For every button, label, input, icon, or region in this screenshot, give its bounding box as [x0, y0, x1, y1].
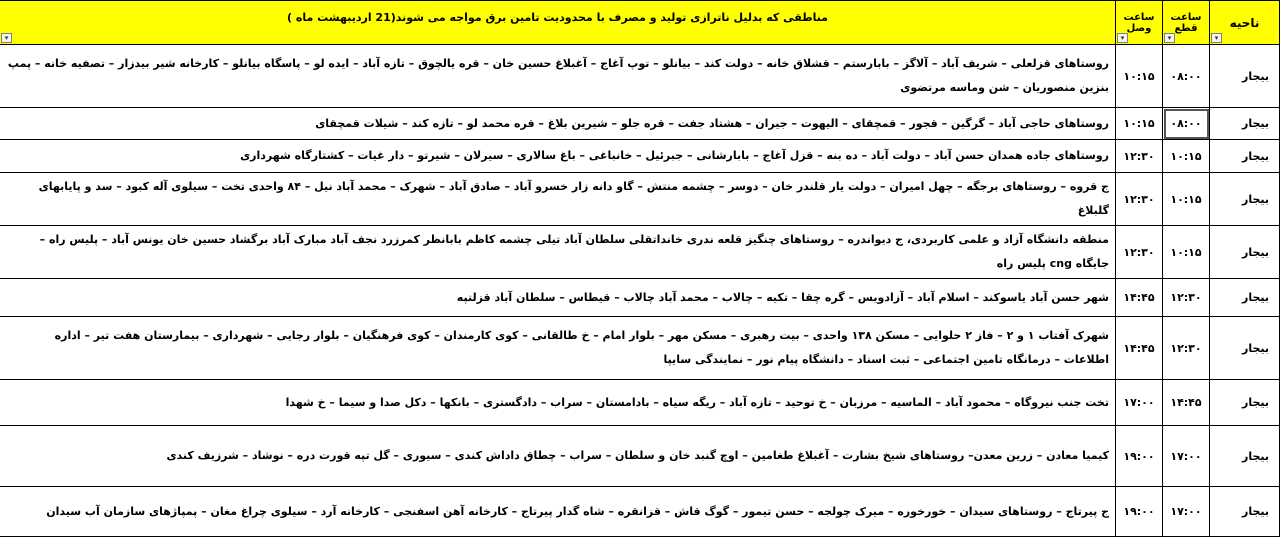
- cut-time-cell[interactable]: ۱۰:۱۵: [1163, 173, 1210, 226]
- connect-time-cell[interactable]: ۱۹:۰۰: [1116, 426, 1163, 487]
- cut-time-cell[interactable]: ۱۷:۰۰: [1163, 426, 1210, 487]
- regions-cell[interactable]: روستاهای جاده همدان حسن آباد – دولت آباد – ده بنه – قزل آغاج – بابارشانی – جبرئیل – خانباغی – باغ سالاری – سیرلان – شیرتو – دار غیات – کشتارگاه شهرداری: [0, 140, 1116, 173]
- regions-cell[interactable]: منطقه دانشگاه آزاد و علمی کاربردی، ج دیواندره – روستاهای چنگیز قلعه ندری خانداتقلی سلطان آباد تیلی چشمه کاظم بابانظر کمرزرد نجف آباد مبارک آباد برگشاد حسین خان یونس آباد – پلیس راه – جایگاه cng پلیس راه: [0, 226, 1116, 279]
- connect-time-cell[interactable]: ۱۷:۰۰: [1116, 380, 1163, 426]
- filter-dropdown-icon[interactable]: ▾: [1117, 33, 1128, 43]
- area-cell[interactable]: بیجار: [1210, 279, 1280, 317]
- regions-cell[interactable]: تخت جنب نیروگاه – محمود آباد – الماسیه – مرزبان – خ توحید – تازه آباد – ریگه سیاه – بادامستان – سراب – دادگستری – بانکها – دکل صدا و سیما – خ شهدا: [0, 380, 1116, 426]
- area-cell[interactable]: بیجار: [1210, 108, 1280, 140]
- header-connect-time-label: ساعت وصل: [1123, 11, 1155, 34]
- filter-dropdown-icon[interactable]: ▾: [1164, 33, 1175, 43]
- filter-dropdown-icon[interactable]: ▾: [1211, 33, 1222, 43]
- table-row: [0, 317, 1280, 380]
- header-regions[interactable]: [0, 1, 1116, 45]
- cut-time-cell[interactable]: ۰۸:۰۰: [1163, 45, 1210, 108]
- header-area-label: ناحیه: [1229, 15, 1260, 30]
- table-row: [0, 226, 1280, 279]
- cut-time-cell[interactable]: ۱۰:۱۵: [1163, 140, 1210, 173]
- connect-time-cell[interactable]: ۱۲:۳۰: [1116, 226, 1163, 279]
- area-cell[interactable]: بیجار: [1210, 380, 1280, 426]
- table-row: [0, 279, 1280, 317]
- table-row: [0, 487, 1280, 537]
- table-row: [0, 380, 1280, 426]
- area-cell[interactable]: بیجار: [1210, 173, 1280, 226]
- area-cell[interactable]: بیجار: [1210, 45, 1280, 108]
- regions-cell[interactable]: شهر حسن آباد یاسوکند – اسلام آباد – آزادویس – گره چقا – تکیه – چالاب – محمد آباد چالاب – قیطاس – سلطان آباد قزلتپه: [0, 279, 1116, 317]
- regions-cell[interactable]: روستاهای قزلعلی – شریف آباد – آلاگز – بابارستم – قشلاق خانه – دولت کند – بیانلو – توپ آغاج – آغبلاغ حسین خان – قره یالچوق – تازه آباد – ایده لو – پاسگاه بیانلو – کارخانه شیر بیدزار – تصفیه خانه – پمپ بنزین منصوریان – شن وماسه مرتضوی: [0, 45, 1116, 108]
- regions-cell[interactable]: ج قروه – روستاهای برجگه – چهل امیران – دولت یار قلندر خان – دوسر – چشمه منتش – گاو دانه زار خسرو آباد – صادق آباد – شهرک – محمد آباد نیل – ۸۴ واحدی تخت – سیلوی آله کبود – سد و پایابهای گلبلاغ: [0, 173, 1116, 226]
- area-cell[interactable]: بیجار: [1210, 487, 1280, 537]
- cut-time-cell[interactable]: ۱۴:۴۵: [1163, 380, 1210, 426]
- connect-time-cell[interactable]: ۱۴:۴۵: [1116, 317, 1163, 380]
- cut-time-cell[interactable]: ۱۷:۰۰: [1163, 487, 1210, 537]
- header-cut-time-label: ساعت قطع: [1170, 11, 1202, 34]
- regions-cell[interactable]: کیمیا معادن – زرین معدن– روستاهای شیخ بشارت – آغبلاغ طغامین – اوچ گنبد خان و سلطان – سراب – چطاق داداش کندی – سیوری – گل تپه قورت دره – نوشاد – شرزیف کندی: [0, 426, 1116, 487]
- regions-cell[interactable]: روستاهای حاجی آباد – گرگین – قجور – قمچقای – الیهوت – جیران – هشتاد جفت – قره جلو – شیرین بلاغ – قره محمد لو – تازه کند – شیلات قمچقای: [0, 108, 1116, 140]
- regions-cell[interactable]: ج پیرتاج – روستاهای سیدان – خورخوره – میرک چولجه – حسن تیمور – گوگ قاش – قزانقره – شاه گدار پیرتاج – کارخانه آهن اسفنجی – کارخانه آرد – سیلوی چراغ مغان – پمپاژهای سازمان آب سیدان: [0, 487, 1116, 537]
- cut-time-cell[interactable]: ۰۸:۰۰: [1163, 108, 1210, 140]
- connect-time-cell[interactable]: ۱۴:۴۵: [1116, 279, 1163, 317]
- connect-time-cell[interactable]: ۱۲:۳۰: [1116, 173, 1163, 226]
- table-row: [0, 140, 1280, 173]
- connect-time-cell[interactable]: ۱۹:۰۰: [1116, 487, 1163, 537]
- area-cell[interactable]: بیجار: [1210, 140, 1280, 173]
- filter-dropdown-icon[interactable]: ▾: [1, 33, 12, 43]
- table-row: [0, 45, 1280, 108]
- regions-cell[interactable]: شهرک آفتاب ۱ و ۲ – فاز ۲ حلوایی – مسکن ۱۳۸ واحدی – بیت رهبری – مسکن مهر – بلوار امام – خ طالقانی – کوی کارمندان – کوی فرهنگیان – بلوار رجایی – شهرداری – بیمارستان هفت تیر – اداره اطلاعات – درمانگاه تامین اجتماعی – ثبت اسناد – دانشگاه پیام نور – نمایندگی سایپا: [0, 317, 1116, 380]
- connect-time-cell[interactable]: ۱۰:۱۵: [1116, 108, 1163, 140]
- table-row: [0, 173, 1280, 226]
- connect-time-cell[interactable]: ۱۰:۱۵: [1116, 45, 1163, 108]
- header-connect-time[interactable]: [1116, 1, 1163, 45]
- header-cut-time[interactable]: [1163, 1, 1210, 45]
- cut-time-cell[interactable]: ۱۲:۳۰: [1163, 279, 1210, 317]
- area-cell[interactable]: بیجار: [1210, 317, 1280, 380]
- cut-time-cell[interactable]: ۱۰:۱۵: [1163, 226, 1210, 279]
- connect-time-cell[interactable]: ۱۲:۳۰: [1116, 140, 1163, 173]
- area-cell[interactable]: بیجار: [1210, 426, 1280, 487]
- cut-time-cell[interactable]: ۱۲:۳۰: [1163, 317, 1210, 380]
- area-cell[interactable]: بیجار: [1210, 226, 1280, 279]
- header-row: [0, 1, 1280, 45]
- header-regions-label: مناطقی که بدلیل ناترازی تولید و مصرف با محدودیت تامین برق مواجه می شوند(21 اردیبهشت ماه ): [287, 11, 828, 24]
- header-area[interactable]: [1210, 1, 1280, 45]
- table-row: [0, 108, 1280, 140]
- table-row: [0, 426, 1280, 487]
